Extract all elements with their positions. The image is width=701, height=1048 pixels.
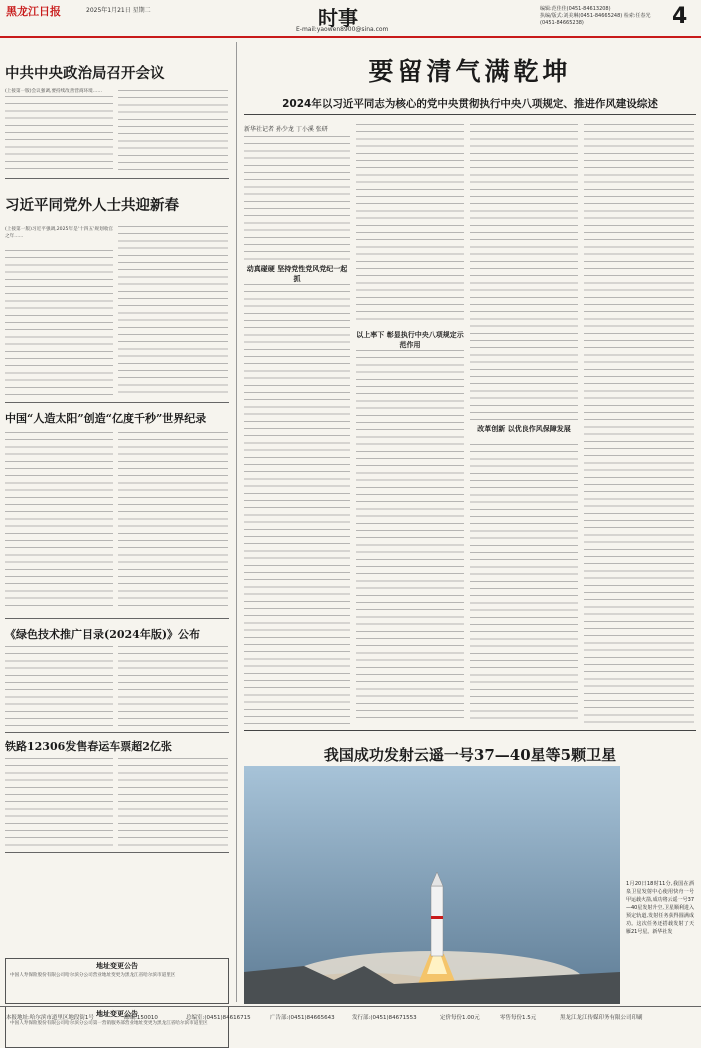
page-number: 4 bbox=[672, 4, 688, 29]
feature-subhead: 以上率下 彰显执行中央八项规定示范作用 bbox=[356, 331, 464, 349]
article-body bbox=[5, 758, 113, 848]
article-title: 习近平同党外人士共迎新春 bbox=[5, 197, 179, 214]
footer-address: 本报地址:哈尔滨市道里区地段街1号 bbox=[6, 1015, 94, 1021]
rocket-launch-photo bbox=[244, 766, 620, 1004]
notice-body: 中国人寿保险股份有限公司哈尔滨分公司营业地址变更为黑龙江省哈尔滨市道里区 bbox=[10, 973, 176, 978]
feature-subhead: 改革创新 以优良作风保障发展 bbox=[477, 425, 571, 433]
article-body bbox=[118, 432, 228, 612]
feature-subtitle: 2024年以习近平同志为核心的党中央贯彻执行中央八项规定、推进作风建设综述 bbox=[282, 98, 658, 110]
article-body bbox=[244, 284, 350, 724]
divider bbox=[5, 178, 229, 179]
editor-line: 编辑:范佳佳(0451-84613208) bbox=[540, 6, 611, 12]
footer-ad-phone: 广告部:(0451)84665643 bbox=[270, 1015, 335, 1021]
article-body bbox=[470, 444, 578, 724]
article-body bbox=[356, 350, 464, 724]
divider bbox=[244, 730, 696, 731]
article-body bbox=[5, 432, 113, 612]
divider bbox=[5, 732, 229, 733]
footer-printer: 黑龙江龙江传媒印务有限公司印刷 bbox=[560, 1015, 643, 1021]
footer-price: 定价每份1.00元 bbox=[440, 1015, 480, 1021]
section-email: E-mail:yaowen8900@sina.com bbox=[296, 26, 389, 33]
header-rule bbox=[0, 36, 701, 38]
editor-line: 执编/版式:刘美琳(0451-84665248) 检索:任春光(0451-84665238) bbox=[540, 13, 651, 26]
article-title: 铁路12306发售春运车票超2亿张 bbox=[5, 740, 172, 753]
feature-subhead: 动真碰硬 坚持党性党风党纪一起抓 bbox=[246, 265, 348, 283]
divider bbox=[5, 402, 229, 403]
footer-editorial-phone: 总编室:(0451)84616715 bbox=[186, 1015, 251, 1021]
article-title: 《绿色技术推广目录(2024年版)》公布 bbox=[5, 628, 201, 641]
article-body bbox=[118, 90, 228, 172]
article-title: 中国“人造太阳”创造“亿度千秒”世界纪录 bbox=[5, 412, 207, 425]
article-lead: (上接第一版)习近平强调,2025年是'十四五'规划收官之年…… bbox=[5, 227, 113, 240]
editor-credits bbox=[540, 6, 660, 27]
notice-body: 中国人寿保险股份有限公司哈尔滨分公司第一营销服务部营业地址变更为黑龙江省哈尔滨市道里区 bbox=[10, 1021, 208, 1026]
article-body bbox=[118, 758, 228, 848]
byline: 新华社记者 孙少龙 丁小溪 张研 bbox=[244, 126, 328, 133]
footer bbox=[0, 1010, 701, 1024]
article-body bbox=[470, 124, 578, 420]
notice-title: 地址变更公告 bbox=[96, 962, 138, 970]
photo-headline: 我国成功发射云遥一号37—40星等5颗卫星 bbox=[323, 746, 617, 764]
footer-retail-price: 零售每份1.5元 bbox=[500, 1015, 537, 1021]
footer-rule bbox=[0, 1006, 701, 1007]
article-body bbox=[5, 250, 113, 396]
divider bbox=[5, 618, 229, 619]
footer-postcode: 邮编:150010 bbox=[124, 1015, 158, 1021]
article-body bbox=[356, 124, 464, 324]
masthead bbox=[0, 0, 701, 34]
article-body bbox=[584, 124, 694, 724]
article-body bbox=[118, 646, 228, 726]
article-body bbox=[5, 646, 113, 726]
article-body bbox=[5, 96, 113, 172]
notice-title: 地址变更公告 bbox=[96, 1010, 138, 1018]
footer-distribution-phone: 发行部:(0451)84671553 bbox=[352, 1015, 417, 1021]
article-lead: (上接第一版)会议强调,要持续改善营商环境…… bbox=[5, 89, 102, 94]
feature-headline: 要留清气满乾坤 bbox=[368, 57, 572, 86]
rocket-illustration bbox=[244, 766, 620, 1004]
notice-box bbox=[5, 958, 229, 1004]
photo-caption: 1月20日18时11分,我国在酒泉卫星发射中心使用快舟一号甲运载火箭,成功将云遥一号37—40星发射升空,卫星顺利进入预定轨道,发射任务获得圆满成功。这次任务还搭载发射了天雁21号星。新华社发 bbox=[626, 881, 694, 935]
section-title: 时事 bbox=[318, 6, 358, 30]
divider bbox=[244, 114, 696, 115]
column-rule bbox=[236, 42, 237, 1002]
masthead-logo: 黑龙江日报 bbox=[6, 5, 61, 18]
article-body bbox=[118, 226, 228, 396]
article-body bbox=[244, 136, 350, 260]
divider bbox=[5, 852, 229, 853]
masthead-date: 2025年1月21日 星期二 bbox=[86, 7, 151, 14]
article-title: 中共中央政治局召开会议 bbox=[5, 65, 165, 82]
